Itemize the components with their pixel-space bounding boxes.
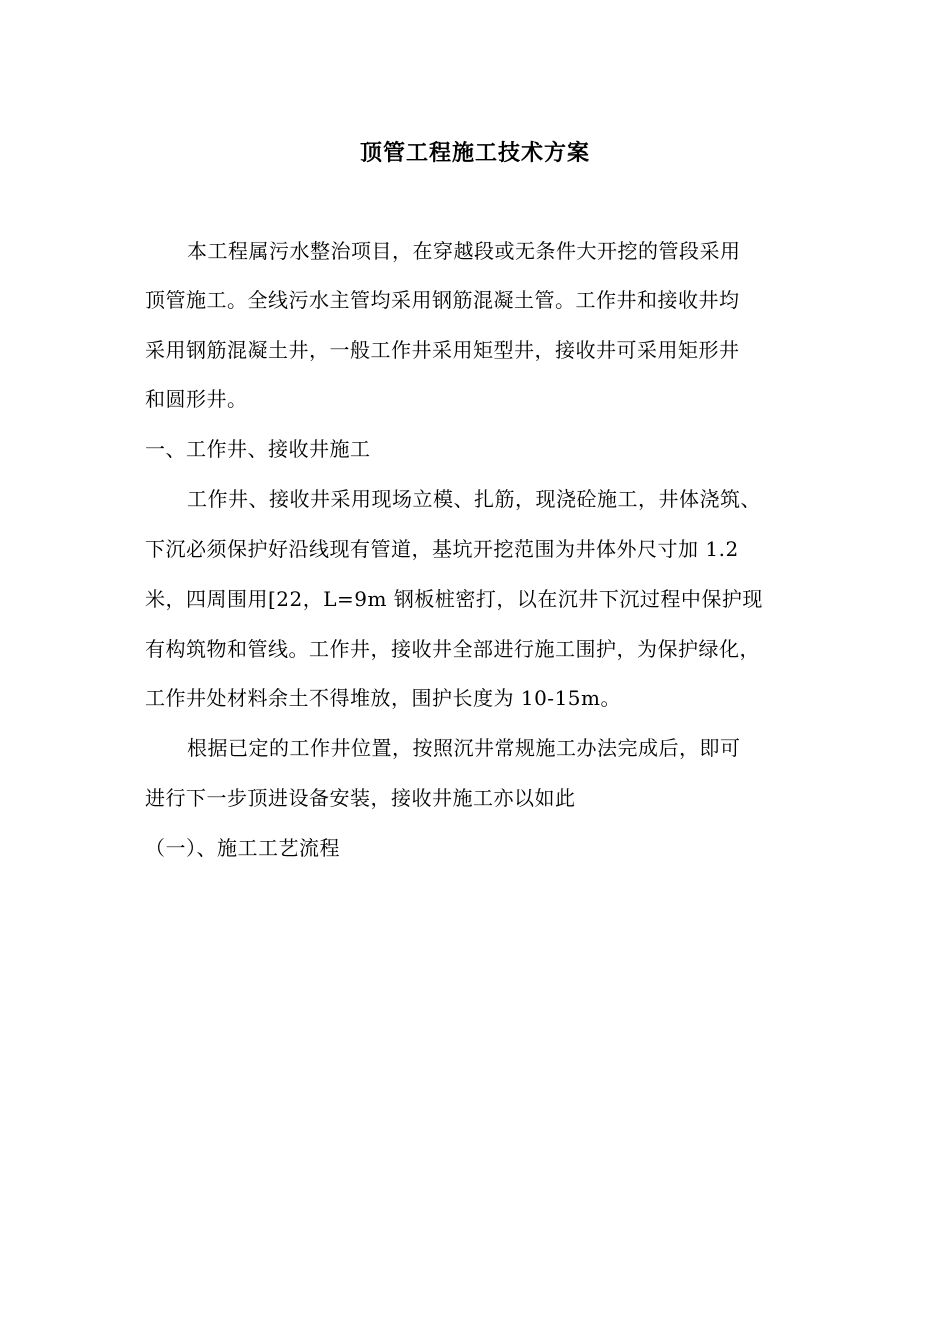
document-title: 顶管工程施工技术方案 [359, 140, 590, 166]
section-1-para2-line-1: 根据已定的工作井位置，按照沉井常规施工办法完成后，即可 [187, 736, 741, 760]
section-1-heading: 一、工作井、接收井施工 [145, 437, 371, 461]
intro-line-1: 本工程属污水整治项目，在穿越段或无条件大开挖的管段采用 [187, 239, 741, 263]
section-1-para1-line-5: 工作井处材料余土不得堆放，围护长度为 10-15m。 [145, 686, 621, 710]
section-1-para2-line-2: 进行下一步顶进设备安装，接收井施工亦以如此 [145, 786, 576, 810]
intro-line-3: 采用钢筋混凝土井，一般工作井采用矩型井，接收井可采用矩形井 [145, 338, 740, 362]
intro-line-2: 顶管施工。全线污水主管均采用钢筋混凝土管。工作井和接收井均 [145, 288, 740, 312]
section-1-para1-line-2: 下沉必须保护好沿线现有管道，基坑开挖范围为井体外尺寸加 1.2 [145, 537, 739, 561]
section-1-para1-line-1: 工作井、接收井采用现场立模、扎筋，现浇砼施工，井体浇筑、 [187, 487, 761, 511]
section-1-para1-line-4: 有构筑物和管线。工作井，接收井全部进行施工围护，为保护绿化， [145, 637, 760, 661]
intro-line-4: 和圆形井。 [145, 387, 248, 411]
subsection-1-heading: （一）、施工工艺流程 [145, 836, 340, 860]
section-1-para1-line-3: 米，四周围用[22，L=9m 钢板桩密打，以在沉井下沉过程中保护现 [145, 587, 763, 611]
